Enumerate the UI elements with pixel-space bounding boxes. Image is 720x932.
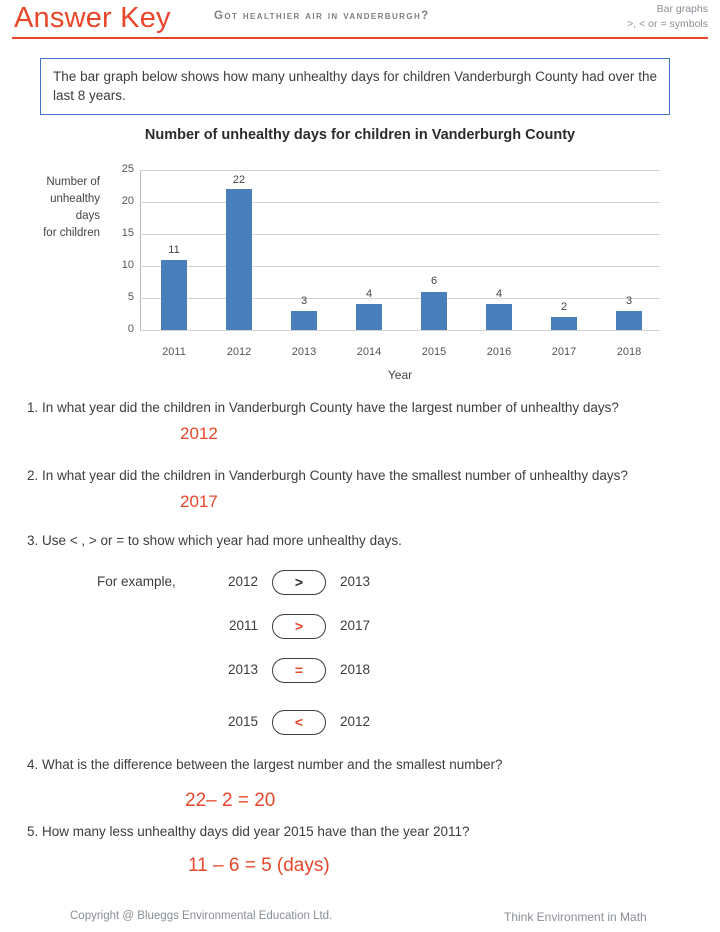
xtick-2016: 2016 [486,346,512,358]
comparison-1-symbol[interactable]: > [272,614,326,639]
question-1-text: 1. In what year did the children in Vanderburgh County have the largest number of unhealthy days? [27,400,619,415]
bar-value-2014: 4 [365,288,373,300]
comparison-3-left: 2015 [227,714,258,729]
worksheet-topic-line2: >, < or = symbols [627,18,708,30]
xtick-2013: 2013 [291,346,317,358]
ytick-5: 5 [127,291,134,303]
comparison-2-right: 2018 [340,662,371,677]
comparison-example-label: For example, [97,574,176,589]
comparison-0-symbol[interactable]: > [272,570,326,595]
bar-value-2013: 3 [300,295,308,307]
comparison-row-example [0,570,720,598]
xtick-2011: 2011 [162,346,186,358]
xtick-2015: 2015 [421,346,447,358]
bar-value-2012: 22 [232,174,246,186]
question-2-answer: 2017 [180,492,218,511]
bar-2018 [616,311,642,330]
bar-value-2016: 4 [495,288,503,300]
y-axis-label-line4: for children [43,227,100,239]
comparison-row-3 [0,710,720,738]
xtick-2012: 2012 [226,346,252,358]
comparison-3-symbol[interactable]: < [272,710,326,735]
ytick-0: 0 [127,323,134,335]
bar-chart [0,160,720,390]
question-2-text: 2. In what year did the children in Vanderburgh County have the smallest number of unhealthy days? [27,468,628,483]
ytick-15: 15 [121,227,134,239]
page-header [0,0,720,42]
comparison-1-left: 2011 [228,618,258,633]
chart-x-axis-label: Year [387,368,413,382]
comparison-0-right: 2013 [340,574,371,589]
question-5-answer: 11 – 6 = 5 (days) [188,855,330,876]
page-title: Answer Key [14,2,171,34]
comparison-1-right: 2017 [340,618,371,633]
worksheet-topic-line1: Bar graphs [656,3,708,15]
y-axis-label-line3: days [75,210,100,222]
bar-2015 [421,292,447,330]
chart-y-axis-label [18,174,100,242]
question-1-answer: 2012 [180,424,218,443]
chart-y-axis [140,170,141,330]
bar-2011 [161,260,187,330]
ytick-20: 20 [121,195,134,207]
bar-value-2017: 2 [560,301,568,313]
header-divider [12,37,708,39]
bar-2013 [291,311,317,330]
gridline-0 [140,330,660,331]
gridline-10 [140,266,660,267]
question-5-text: 5. How many less unhealthy days did year 2015 have than the year 2011? [27,824,470,839]
y-axis-label-line2: unhealthy [50,193,100,205]
worksheet-topic [627,2,708,32]
ytick-25: 25 [121,163,134,175]
bar-value-2018: 3 [625,295,633,307]
ytick-10: 10 [121,259,134,271]
xtick-2017: 2017 [551,346,577,358]
comparison-2-symbol[interactable]: = [272,658,326,683]
question-4-answer: 22– 2 = 20 [185,790,276,811]
comparison-0-left: 2012 [227,574,258,589]
xtick-2014: 2014 [356,346,382,358]
chart-plot-area [121,163,660,358]
comparison-row-1 [0,614,720,642]
question-4-text: 4. What is the difference between the largest number and the smallest number? [27,757,503,772]
bar-2012 [226,189,252,330]
bar-2016 [486,304,512,330]
footer-tagline: Think Environment in Math [504,910,647,924]
chart-title: Number of unhealthy days for children in Vanderburgh County [144,127,576,143]
footer-copyright: Copyright @ Blueggs Environmental Education Ltd. [70,910,333,922]
question-3-text: 3. Use < , > or = to show which year had more unhealthy days. [27,533,402,548]
bar-2017 [551,317,577,330]
gridline-25 [140,170,660,171]
bar-value-2011: 11 [168,244,180,256]
y-axis-label-line1: Number of [46,176,100,188]
comparison-2-left: 2013 [227,662,258,677]
bar-2014 [356,304,382,330]
prompt-box: The bar graph below shows how many unhealthy days for children Vanderburgh County had over the last 8 years. [40,58,670,115]
gridline-5 [140,298,660,299]
comparison-3-right: 2012 [340,714,371,729]
xtick-2018: 2018 [616,346,642,358]
gridline-15 [140,234,660,235]
worksheet-subject-title: got healthier air in vanderburgh? [214,10,430,22]
gridline-20 [140,202,660,203]
bar-value-2015: 6 [430,275,438,287]
comparison-row-2 [0,658,720,686]
